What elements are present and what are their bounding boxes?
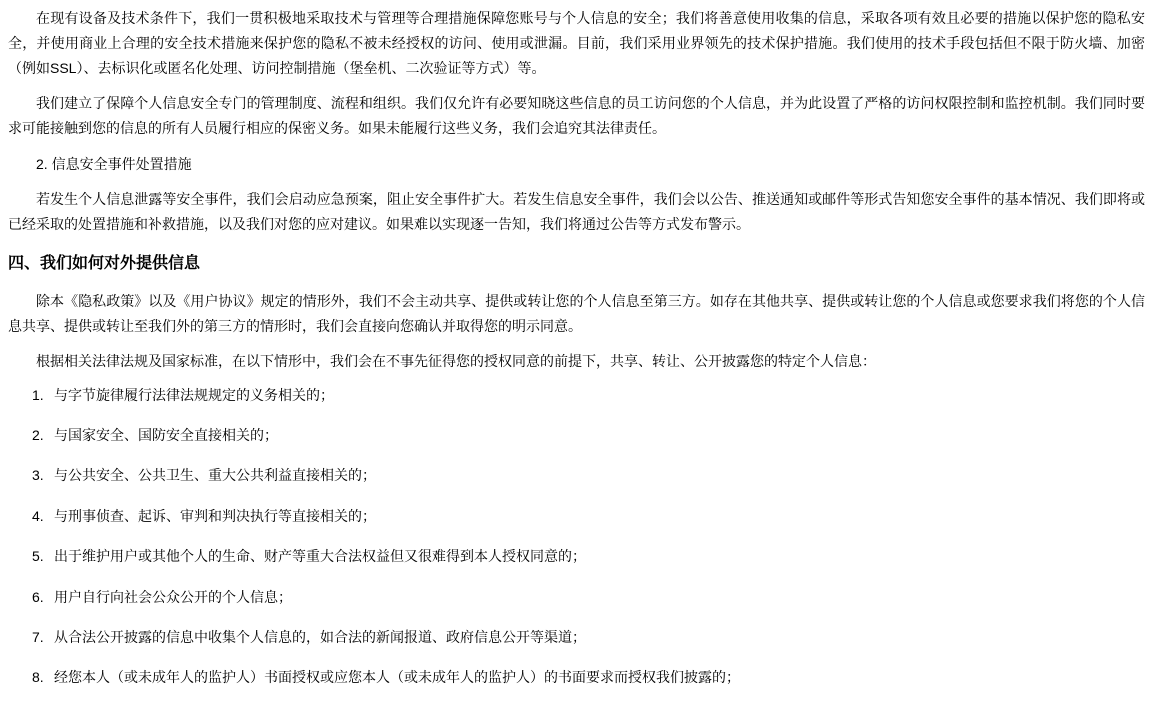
list-item-text: 出于维护用户或其他个人的生命、财产等重大合法权益但又很难得到本人授权同意的； xyxy=(54,548,586,565)
list-item-text: 与刑事侦查、起诉、审判和判决执行等直接相关的； xyxy=(54,507,376,524)
list-item-text: 从合法公开披露的信息中收集个人信息的，如合法的新闻报道、政府信息公开等渠道； xyxy=(54,628,586,645)
list-item xyxy=(8,586,1145,608)
list-item xyxy=(8,384,1145,406)
paragraph-security-measures: 在现有设备及技术条件下，我们一贯积极地采取技术与管理等合理措施保障您账号与个人信息的安全；我们将善意使用收集的信息，采取各项有效且必要的措施以保护您的隐私安全，并使用商业上合理的安全技术措施来保护您的隐私不被未经授权的访问、使用或泄漏。目前，我们采用业界领先的技术保护措施。我们使用的技术手段包括但不限于防火墙、加密（例如SSL）、去标识化或匿名化处理、访问控制措施（堡垒机、二次验证等方式）等。 xyxy=(8,10,1145,76)
list-item-text: 经您本人（或未成年人的监护人）书面授权或应您本人（或未成年人的监护人）的书面要求而授权我们披露的； xyxy=(54,669,740,686)
list-item xyxy=(8,464,1145,486)
list-item xyxy=(8,505,1145,527)
paragraph-incident-handling: 若发生个人信息泄露等安全事件，我们会启动应急预案，阻止安全事件扩大。若发生信息安全事件，我们会以公告、推送通知或邮件等形式告知您安全事件的基本情况、我们即将或已经采取的处置措施和补救措施，以及我们对您的应对建议。如果难以实现逐一告知，我们将通过公告等方式发布警示。 xyxy=(8,191,1145,233)
list-item xyxy=(8,666,1145,688)
subheading-incident-handling: 2. 信息安全事件处置措施 xyxy=(36,155,192,172)
list-item-text: 与公共安全、公共卫生、重大公共利益直接相关的； xyxy=(54,467,376,484)
paragraph-management-system: 我们建立了保障个人信息安全专门的管理制度、流程和组织。我们仅允许有必要知晓这些信息的员工访问您的个人信息，并为此设置了严格的访问权限控制和监控机制。我们同时要求可能接触到您的信息的所有人员履行相应的保密义务。如果未能履行这些义务，我们会追究其法律责任。 xyxy=(8,94,1145,136)
list-item xyxy=(8,424,1145,446)
list-item xyxy=(8,545,1145,567)
list-item-text: 用户自行向社会公众公开的个人信息； xyxy=(54,588,292,605)
list-item-text: 与国家安全、国防安全直接相关的； xyxy=(54,426,278,443)
list-item-text: 与字节旋律履行法律法规规定的义务相关的； xyxy=(54,386,334,403)
paragraph-legal-disclosure-intro: 根据相关法律法规及国家标准，在以下情形中，我们会在不事先征得您的授权同意的前提下，共享、转让、公开披露您的特定个人信息： xyxy=(36,352,876,369)
section-heading-external-provision: 四、我们如何对外提供信息 xyxy=(8,255,201,273)
legal-disclosure-list xyxy=(8,384,1145,689)
paragraph-third-party-sharing: 除本《隐私政策》以及《用户协议》规定的情形外，我们不会主动共享、提供或转让您的个人信息至第三方。如存在其他共享、提供或转让您的个人信息或您要求我们将您的个人信息共享、提供或转让至我们外的第三方的情形时，我们会直接向您确认并取得您的明示同意。 xyxy=(8,292,1145,334)
list-item xyxy=(8,626,1145,648)
